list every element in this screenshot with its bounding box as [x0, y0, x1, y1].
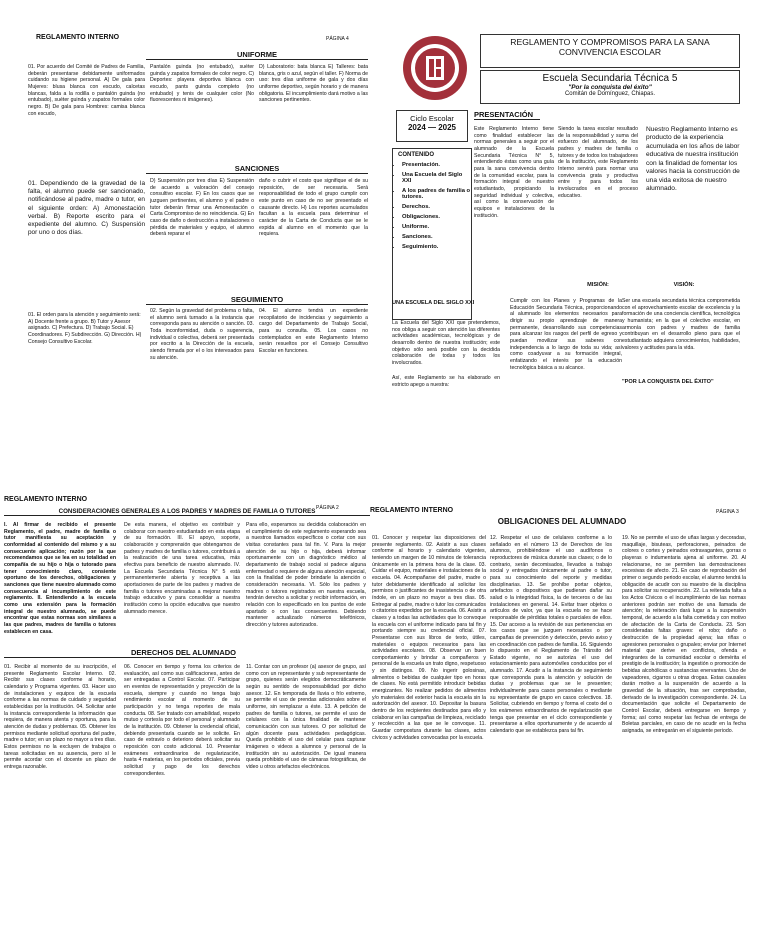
sanciones-text-col2: D) Suspensión por tres días E) Suspensión de acuerdo a valoración del consejo consultivo escolar. F) En los casos que se juzguen pertinentes, el alumno y el padre o tutor deberán firmar una Amonestación o Carta Compromiso de no reincidencia. G) En caso de daño o destrucción a instalaciones o pérdida de materiales y equipo, el alumno deberá reparar el — [150, 178, 254, 238]
uniforme-text-col3: D) Laboratorio: bata blanca E) Talleres: bata blanca, gris o azul, según el taller. F) Norma de uso: tres días uniforme de gala y dos días uniforme deportivo, según horario y de manera obligatoria. El incumplimiento dará motivo a las sanciones pertinentes. — [259, 64, 368, 104]
contents-item: • Seguimiento. — [402, 244, 471, 250]
section-heading-consideraciones: CONSIDERACIONES GENERALES A LOS PADRES Y MADRES DE FAMILIA O TUTORES — [4, 508, 370, 516]
sanciones-text-col3: daño o cubrir el costo que signifique el de su reposición, de ser necesaria. Será responsabilidad de todo el grupo cumplir con este punto en caso de no ser presentado el causante directo. H) Los reportes acumulados facultan a la escuela para determinar el carácter de la Carta de Conducta que se le expida al alumno en el momento que la requiera. — [259, 178, 368, 238]
contents-heading: CONTENIDO — [398, 152, 434, 158]
derechos-col2: 06. Conocer en tiempo y forma los criterios de evaluación, así como sus calificaciones, antes de ser entregadas a Control Escolar. 07. Participar en eventos de representación y proyección de la escuela, siempre y cuando no tenga bajo rendimiento escolar al momento de su participación y no tenga reportes de mala conducta. 08. Ser tratado con amabilidad, respeto mutuo y cortesía por todo el personal y alumnado de la institución. 09. Obtener la credencial oficial, debiendo presentarla cuando se le solicite. En caso de extravío o deterioro deberá solicitar su reposición con costo adicional. 10. Presentar exámenes extraordinarios de regularización, hasta 4 materias, en los periodos oficiales, previa solicitud y pago de los derechos correspondientes. — [124, 664, 240, 777]
presentacion-text-col1: Este Reglamento Interno tiene como finalidad establecer las normas generales a seguir por el alumnado de la Escuela Secundaria Técnica N° 5, entendiendo éstas como una guía para la sana convivencia dentro de la comunidad escolar, para la formación integral de nuestro estudiantado, propiciando la seguridad individual y colectiva, así como la conservación de equipos e instalaciones de la institución. — [474, 126, 554, 219]
page-number: PÁGINA 4 — [326, 36, 349, 42]
cycle-box — [396, 110, 468, 142]
section-heading-derechos: DERECHOS DEL ALUMNADO — [4, 648, 236, 658]
page-title: REGLAMENTO INTERNO — [36, 34, 120, 41]
obligaciones-col3: 19. No se permite el uso de uñas largas y decoradas, maquillaje, bisuteas, perforaciones, peinados de colores o cortes y peinados extravagantes, gorras o playeras o indumentaria ajena al uniforme. 20. Al relacionarse, no se permiten las demostraciones excesivas de afecto. 21. En caso de reprobación del primer o segundo periodo escolar, el alumno tendrá la obligación de acudir con su maestro de la disciplina para solicitar su recuperación. 22. La reiterada falta a los Actos Cívicos o el incumplimiento de las normas anteriores podrán ser motivo de una llamada de atención; la reiteración dará lugar a la suspensión temporal, de acuerdo a la falta cometida y con motivo de afectación de la Carta de Conducta. 23. Son consideradas faltas graves: el robo; daño o destrucción de la propiedad ajena; las riñas o agresiones personales o grupales; enviar por Internet material que derive en conflictos, ofenda e integrantes de la comunidad escolar o demérita el prestigio de la institución; la ingestión o promoción de bebidas alcohólicas o sustancias enervantes. Uso de vapeadores, cigarros u otras drogas. Estas causales darán motivo a la suspensión de acuerdo a la gravedad de la situación, tras ser comprobadas, derivado de la investigación correspondiente. 24. La documentación que solicite el Departamento de Control Escolar, deberá entregarse en tiempo y forma; así como respetar las fechas de entrega de Boletas parciales, en caso de no acudir en la fecha asignada, se entregarán en el siguiente periodo. — [622, 535, 746, 735]
cycle-years: 2024 — 2025 — [407, 123, 457, 132]
page-portada — [392, 30, 744, 410]
derechos-col1: 01. Recibir al momento de su inscripción, el presente Reglamento Escolar Interno. 02. Recibir sus clases conforme al horario, calendario y Programa vigentes. 03. Hacer uso de instalaciones y equipos de la escuela conforme a las normas de cuidado y seguridad establecidas por la institución. 04. Solicitar ante la instancia correspondiente la información que requiera, de manera atenta y oportuna, para la atención de dudas y problemas. 05. Obtener los permisos mediante solicitud oportuna del padre, madre o tutor; en un plazo no mayor a tres días. Estos permisos no la excluyen de trabajos o tareas solicitadas en su ausencia, pero sí le permite acordar con el docente un plazo de entrega razonable. — [4, 664, 116, 770]
uniforme-text-col1: 01. Por acuerdo del Comité de Padres de Familia, deberán presentarse debidamente uniformados cuidando su higiene personal. A) De gala para Mujeres: blusa blanca con escudo, calcetas blancas, falda a la rodilla o pantalón guinda (no entubado), suéter guinda y zapatos formales color negro. B) De gala para Hombres: camisa blanca con escudo, — [28, 64, 145, 117]
contents-item: • Una Escuela del Siglo XXI — [402, 172, 471, 184]
seguimiento-text-col2: 02. Según la gravedad del problema o falta, el alumno será turnado a la instancia que corresponda para su atención o sanción. 03. Toda inconformidad, duda o sugerencia, individual o colectiva, deberá ser presentada por escrito a la Dirección de la escuela, siendo firmada por el o los interesados para su atención. — [150, 308, 254, 361]
page-number: PÁGINA 3 — [716, 509, 739, 515]
section-heading-obligaciones: OBLIGACIONES DEL ALUMNADO — [497, 517, 627, 526]
seguimiento-text-col3: 04. El alumno tendrá un expediente recopilatorio de incidencias y seguimiento a cargo del Departamento de Trabajo Social, para su consulta. 05. Los casos no contemplados en este Reglamento Interno serán resueltos por el Consejo Consultivo Escolar en funciones. — [259, 308, 368, 354]
section-heading-presentacion: PRESENTACIÓN — [474, 110, 540, 120]
section-heading-siglo: UNA ESCUELA DEL SIGLO XXI — [392, 300, 475, 306]
contents-box — [392, 148, 472, 320]
vision-motto: "POR LA CONQUISTA DEL ÉXITO" — [622, 379, 714, 385]
contents-item: • Uniforme. — [402, 224, 471, 230]
consideraciones-col2: De esta manera, el objetivo es contribuir y colaborar con nuestro estudiantado en esta etapa de su formación. III. El apoyo, soporte, colaboración y comprensión que obtengamos de padres y madres de familia o tutores, contribuirá a la realización de una tarea educativa, más efectiva para beneficio de nuestro alumnado. IV. La Escuela Secundaria Técnica N° 5 está permanentemente abierta y receptiva a las aportaciones de parte de los padres y madres de familia o tutores encaminadas a mejorar nuestro trabajo educativo y para consolidar a nuestra institución como la opción educativa que nuestro alumnado merece. — [124, 522, 240, 615]
page-title: REGLAMENTO INTERNO — [4, 496, 88, 503]
uniforme-text-col2: Pantalón guinda (no entubado), suéter guinda y zapatos formales de color negro. C) Deportes: playera deportiva blanca con escudo, pants guinda completo (no entubado) y tenis de cualquier color (No fluorescentes ni imágenes). — [150, 64, 254, 104]
school-location: Comitán de Domínguez, Chiapas. — [564, 91, 656, 97]
siglo-text-1: La Escuela del Siglo XXI que pretendemos, nos obliga a seguir con atención las diferentes actividades académicas, tecnológicas y de desarrollo dentro de nuestra institución; este objetivo sólo será posible con la decidida colaboración de todas y todos los involucrados. — [392, 320, 500, 366]
obligaciones-col2: 12. Respetar el uso de celulares conforme a lo señalado en el número 13 de Derechos de los alumnos, prohibiéndose el uso audífonos o reproductores de música durante sus clases; o de lo contrario, serán decomisados, llevados a trabajo social y entregados únicamente al padre o tutor, para su conocimiento del reporte y medidas disciplinarias. 13. Se prohíbe portar objetos, artefactos o dispositivos que pudieran dañar su salud o la integridad física, la de terceros o de las instalaciones en general. 14. Evitar traer objetos o artículos de valor, ya que la escuela no se hace responsable de pérdidas totales o parciales de ellos. 15. Dar acceso a la revisión de sus pertenencias en los casos que se juzguen necesarios o por campañas de prevención y detección, previo aviso y en coordinación con padres de familia. 16. Siguiendo lo dispuesto en el Reglamento de Tránsito del Estado vigente, no se autoriza el uso del estacionamiento para automóviles conducidos por el alumnado. 17. Acudir a la instancia de seguimiento que corresponda para la atención y solución de dudas y problemas que se le presenten; individualmente para casos personales o mediante su representante de grupo en casos colectivos. 18. Solicitar, cubriendo en tiempo y forma el costo del o los exámenes extraordinarios de regularización que tenga que presentar en el ciclo correspondiente y presentarse a ellos oportunamente y de acuerdo al calendario que se establezca para tal fin. — [490, 535, 612, 735]
page-consideraciones-derechos — [4, 496, 370, 926]
mision-text: Cumplir con los Planes y Programas de la Educación Secundaria Técnica, proporcionando al alumnado los elementos necesarios para dirigir su propio aprendizaje de manera permanente, desarrollando sus competencias para alcanzar los rasgos del perfil de egreso y puedan movilizar sus saberes con independencia a lo largo de toda su vida; así como coadyuvar a su formación integral, enfatizando el interés por la educación tecnológica básica a su alcance. — [510, 298, 622, 371]
seguimiento-text-col1: 01. El orden para la atención y seguimiento será: A) Docente frente a grupo. B) Tutor y Asesor asignado. C) Prefectura. D) Trabajo Social. E) Coordinadores. F) Subdirección. G) Dirección. H) Consejo Consultivo Escolar. — [28, 312, 142, 345]
consideraciones-col3: Para ello, esperamos su decidida colaboración en el cumplimiento de este reglamento esperando sea a nuestros llamados específicos o cortar con sus visitas constantes para tal fin. V. Para la mejor atención de su hijo o hija, deberá informar oportunamente con un diagnóstico médico al departamento de trabajo social si padece alguna enfermedad o requiere de alguna atención especial, con la finalidad de poder brindarle la atención o consideración necesaria. VI. Sólo los padres y madres o tutores registrados en nuestra escuela, tendrán derecho a solicitar y recibir información, en relación con lo especificado en los puntos de este apartado o con las consecuentes. Debiendo mantener actualizado números telefónicos, dirección y tutores autorizados. — [246, 522, 366, 628]
presentacion-text-col3: Nuestro Reglamento Interno es producto de la experiencia acumulada en los años de labor educativa de nuestra institución con la finalidad de fomentar los valores hacia la construcción de una vida exitosa de nuestro alumnado. — [646, 126, 740, 193]
section-heading-vision: VISIÓN: — [673, 282, 695, 288]
school-logo — [400, 30, 470, 108]
contents-list — [393, 162, 471, 250]
consideraciones-col1: I. Al firmar de recibido el presente Reglamento, el padre, madre de familia o tutor manifiesta su aceptación y conformidad al contenido del mismo y a su consecuente aplicación; razón por la que recomendamos que se lea en su totalidad en compañía de su hijo o hija o tutorado para tener conocimiento claro, consiente oportuno de los derechos, obligaciones y sanciones que tiene nuestro alumnado como consecuencia al incumplimiento de este reglamento. II. Entendiendo a la escuela como una extensión para la formación integral de nuestro alumnado, se puede encontrar que estas normas son similares a las que padres, madres de familia o tutores establecen en casa. — [4, 522, 116, 635]
document-title-box — [480, 34, 740, 68]
section-heading-uniforme: UNIFORME — [146, 50, 368, 60]
school-motto: "Por la conquista del éxito" — [568, 84, 652, 91]
document-title: REGLAMENTO Y COMPROMISOS PARA LA SANA CONVIVENCIA ESCOLAR — [510, 37, 710, 58]
contents-item: • Derechos. — [402, 204, 471, 210]
contents-item: • Obligaciones. — [402, 214, 471, 220]
derechos-col3: 11. Contar con un profesor (a) asesor de grupo, así como con un representante y sub representante de grupo, quienes serán elegidos democráticamente según su sentido de responsabilidad por dicho asesor. 12. En temporada de lluvia o frío extremo, se permite el uso de prendas adicionales sobre el uniforme, sin remplazar a éste. 13. A petición de padres de familia o tutores, se permite el uso de celulares con la única finalidad de mantener comunicación con sus tutores. O por solicitud de algún docente para actividades pedagógicas. Queda prohibido el uso del celular para capturar imágenes o videos a alumnos y personal de la institución sin su autorización. De igual manera queda prohibido el uso de cámaras fotográficas, de video u otros artefactos electrónicos. — [246, 664, 366, 770]
section-heading-seguimiento: SEGUIMIENTO — [146, 295, 368, 305]
school-box — [480, 70, 740, 104]
contents-item: • Presentación. — [402, 162, 471, 168]
page-obligaciones — [370, 503, 754, 923]
gear-seal-icon — [400, 30, 470, 108]
presentacion-text-col2: Siendo la tarea escolar resultado de la responsabilidad y suma del esfuerzo del alumnado, de los padres y madres de familia o tutores y de todos los trabajadores de la institución, este Reglamento Interno servirá para normar una convivencia grata y productiva entre y para todos los involucrados en el proceso educativo. — [558, 126, 638, 199]
siglo-text-2: Así, este Reglamento se ha elaborado en estricto apego a nuestra: — [392, 375, 500, 388]
vision-text: Ser una escuela secundaria técnica comprometida con el aprovechamiento escolar de excelencia y la formación de una conciencia científica, tecnológica y humanista; en la que el colectivo escolar, en armonía con padres y madres de familia contribuyan en el desarrollo pleno para que el estudiantado adquiera conocimientos, habilidades, valores y actitudes para la vida. — [622, 298, 740, 351]
school-name: Escuela Secundaria Técnica 5 — [542, 73, 678, 84]
page-reglamento-uniforme — [28, 30, 370, 410]
section-heading-mision: MISIÓN: — [587, 282, 609, 288]
page-title: REGLAMENTO INTERNO — [370, 507, 454, 514]
cycle-label: Ciclo Escolar — [410, 114, 454, 123]
section-heading-sanciones: SANCIONES — [146, 164, 368, 174]
page-number: PÁGINA 2 — [316, 505, 339, 511]
contents-item: • Sanciones. — [402, 234, 471, 240]
obligaciones-col1: 01. Conocer y respetar las disposiciones del presente reglamento. 02. Asistir a sus clases conforme al horario y calendario vigentes, teniendo un margen de 10 minutos de tolerancia únicamente en la primera hora de la clase. 03. Cuidar el equipo, materiales e instalaciones de la escuela. 04. Acompañarse del padre, madre o tutor debidamente identificado al solicitar los permisos o justificantes de inasistencia o de otra índole, en un plazo no mayor a tres días. 05. Entregar al padre, madre o tutor los comunicados o citatorios expedidos por la escuela. 06. Asistir a clases y a todas las actividades que lo convoque la escuela con el uniforme indicado para tal fin y portando siempre su credencial oficial. 07. Presentarse con sus libros de texto, útiles, materiales o equipos necesarios para las actividades escolares. 08. Observar un buen comportamiento y brindar a compañeros y personal de la escuela un trato digno, respetuoso y sin distingos. 09. No ingerir golosinas, alimentos o bebidas de cualquier tipo en horas de clases. No está permitido introducir bebidas energizantes. No realizar pedidos de alimentos y/o materiales del exterior hacia la escuela sin la autorización del asesor. 10. Depositar la basura dentro de los recipientes destinados para ello y colaborar en las campañas de limpieza, reciclado y recolección a las que se le convoque. 11. Guardar compostura durante las clases, actos cívicos y actividades convocadas por la escuela. — [372, 535, 486, 741]
sanciones-text-col1: 01. Dependiendo de la gravedad de la falta, el alumno puede ser sancionado, notificándose al padre, madre o tutor, en el siguiente orden: A) Amonestación verbal. B) Reporte escrito para el expediente del alumno. C) Suspensión por uno o dos días. — [28, 180, 145, 237]
contents-item: • A los padres de familia o tutores. — [402, 188, 471, 200]
